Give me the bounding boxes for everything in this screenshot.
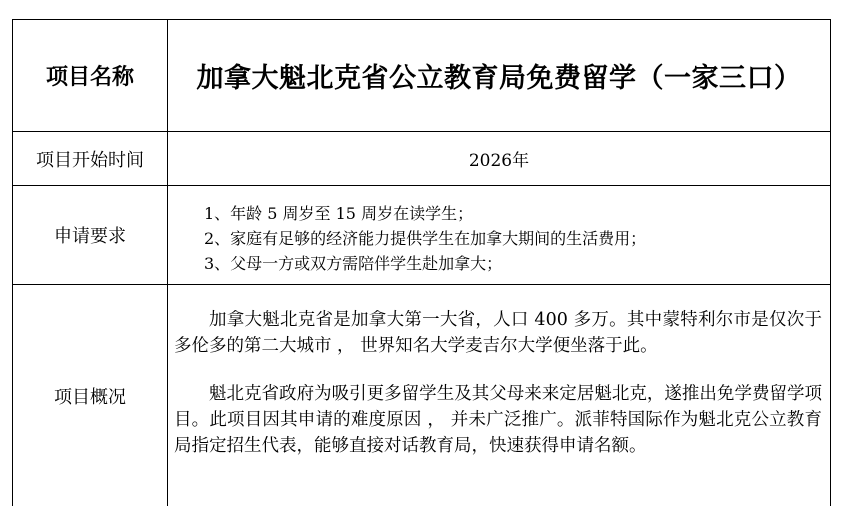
- overview-value: [168, 285, 830, 506]
- overview-label: 项目概况: [13, 285, 168, 506]
- requirements-value: [168, 186, 830, 284]
- row-start-time: [12, 131, 831, 185]
- start-time-value: 2026年: [468, 151, 530, 171]
- start-time-label: 项目开始时间: [13, 132, 168, 185]
- requirements-list: [204, 201, 646, 276]
- requirement-item: 1、年龄 5 周岁至 15 周岁在读学生；: [204, 204, 474, 223]
- project-name-value: 加拿大魁北克省公立教育局免费留学（一家三口）: [196, 63, 802, 94]
- row-requirements: [12, 185, 831, 284]
- row-project-name: [12, 19, 831, 131]
- requirements-label: 申请要求: [13, 186, 168, 284]
- overview-paragraph: 魁北克省政府为吸引更多留学生及其父母来来定居魁北克，遂推出免学费留学项目。此项目因其申请的难度原因 ， 并未广泛推广。派菲特国际作为魁北克公立教育局指定招生代表，能够直接对话教育局，快速获得申请名额。: [174, 384, 822, 456]
- requirement-item: 3、父母一方或双方需陪伴学生赴加拿大；: [204, 254, 503, 273]
- row-overview: [12, 284, 831, 506]
- overview-text: [174, 307, 822, 459]
- project-info-table: [12, 19, 831, 506]
- project-name-label: 项目名称: [13, 20, 168, 131]
- requirement-item: 2、家庭有足够的经济能力提供学生在加拿大期间的生活费用；: [204, 229, 647, 248]
- overview-paragraph: 加拿大魁北克省是加拿大第一大省，人口 400 多万。其中蒙特利尔市是仅次于多伦多的第二大城市 ， 世界知名大学麦吉尔大学便坐落于此。: [174, 310, 822, 356]
